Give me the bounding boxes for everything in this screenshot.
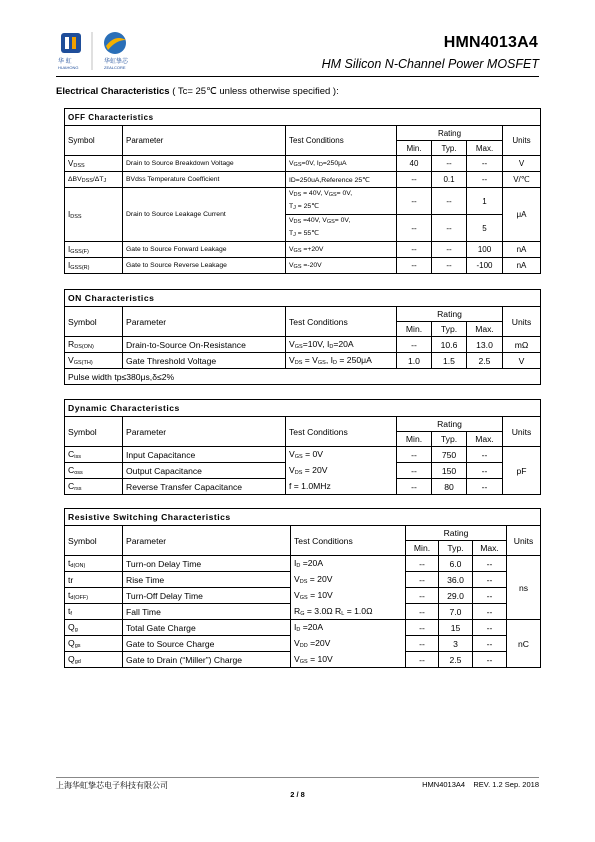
symbol: $V_{DSS}$ bbox=[65, 156, 123, 172]
min: -- bbox=[406, 572, 439, 588]
symbol: $Q_g$ bbox=[65, 620, 123, 636]
col-min: Min. bbox=[397, 322, 432, 337]
min: 40 bbox=[397, 156, 432, 172]
table-row bbox=[65, 258, 541, 274]
parameter: Fall Time bbox=[123, 604, 291, 620]
typ: 10.6 bbox=[432, 337, 467, 353]
max: -100 bbox=[467, 258, 503, 274]
on-title: ON Characteristics bbox=[65, 290, 541, 307]
col-symbol: Symbol bbox=[65, 307, 123, 337]
min: -- bbox=[397, 258, 432, 274]
table-row bbox=[65, 636, 541, 652]
test-condition: $V_{GS} = 10V$ bbox=[291, 652, 406, 668]
table-row bbox=[65, 463, 541, 479]
typ: -- bbox=[432, 188, 467, 215]
typ: -- bbox=[432, 258, 467, 274]
table-row bbox=[65, 652, 541, 668]
test-condition: $V_{DS} =40V$, $V_{GS}= 0V$, $T_J$ = 55℃ bbox=[286, 215, 397, 242]
max: 1 bbox=[467, 188, 503, 215]
off-characteristics-table bbox=[64, 108, 541, 274]
max: -- bbox=[467, 172, 503, 188]
col-rating: Rating bbox=[397, 126, 503, 141]
zealcore-logo-en: ZEALCORE bbox=[104, 65, 126, 70]
min: -- bbox=[406, 556, 439, 572]
parameter: Rise Time bbox=[123, 572, 291, 588]
typ: 15 bbox=[439, 620, 473, 636]
table-row bbox=[65, 588, 541, 604]
col-rating: Rating bbox=[397, 417, 503, 432]
symbol: $t_{d(ON)}$ bbox=[65, 556, 123, 572]
col-typ: Typ. bbox=[439, 541, 473, 556]
test-condition: $I_D =20A$ bbox=[291, 556, 406, 572]
col-max: Max. bbox=[467, 432, 503, 447]
footer-company: 上海华虹挚芯电子科技有限公司 bbox=[56, 781, 168, 790]
dyn-title: Dynamic Characteristics bbox=[65, 400, 541, 417]
test-condition: ID=250uA,Reference 25℃ bbox=[286, 172, 397, 188]
col-min: Min. bbox=[406, 541, 439, 556]
table-row bbox=[65, 479, 541, 495]
parameter: Gate to Source Reverse Leakage bbox=[123, 258, 286, 274]
col-test: Test Conditions bbox=[286, 126, 397, 156]
table-row bbox=[65, 447, 541, 463]
max: -- bbox=[467, 156, 503, 172]
unit: V bbox=[503, 353, 541, 369]
typ: 7.0 bbox=[439, 604, 473, 620]
unit: μA bbox=[503, 188, 541, 242]
section-title-bold: Electrical Characteristics bbox=[56, 86, 170, 97]
table-row bbox=[65, 242, 541, 258]
max: -- bbox=[473, 636, 507, 652]
max: 2.5 bbox=[467, 353, 503, 369]
col-max: Max. bbox=[467, 141, 503, 156]
col-units: Units bbox=[507, 526, 541, 556]
symbol: $Q_{gs}$ bbox=[65, 636, 123, 652]
col-rating: Rating bbox=[406, 526, 507, 541]
max: -- bbox=[467, 447, 503, 463]
sw-title: Resistive Switching Characteristics bbox=[65, 509, 541, 526]
huahong-logo-cn: 华 虹 bbox=[58, 59, 72, 65]
symbol: $I_{GSS(F)}$ bbox=[65, 242, 123, 258]
table-row bbox=[65, 620, 541, 636]
symbol: $\Delta BV_{DSS}/\Delta T_J$ bbox=[65, 172, 123, 188]
col-test: Test Conditions bbox=[291, 526, 406, 556]
typ: 6.0 bbox=[439, 556, 473, 572]
parameter: Reverse Transfer Capacitance bbox=[123, 479, 286, 495]
symbol: $t_f$ bbox=[65, 604, 123, 620]
col-min: Min. bbox=[397, 432, 432, 447]
parameter: Turn-Off Delay Time bbox=[123, 588, 291, 604]
max: -- bbox=[473, 652, 507, 668]
table-row bbox=[65, 572, 541, 588]
dynamic-characteristics-table bbox=[64, 399, 541, 495]
min: 1.0 bbox=[397, 353, 432, 369]
unit: nC bbox=[507, 620, 541, 668]
zealcore-logo-cn: 华虹挚芯 bbox=[104, 59, 129, 65]
parameter: BVdss Temperature Coefficient bbox=[123, 172, 286, 188]
symbol: $I_{GSS(R)}$ bbox=[65, 258, 123, 274]
min: -- bbox=[397, 172, 432, 188]
typ: 29.0 bbox=[439, 588, 473, 604]
parameter: Turn-on Delay Time bbox=[123, 556, 291, 572]
footer-doc-rev: HMN4013A4 REV. 1.2 Sep. 2018 bbox=[422, 780, 539, 789]
min: -- bbox=[397, 337, 432, 353]
test-condition: $V_{DS} = 20V$ bbox=[291, 572, 406, 588]
footer-rule bbox=[56, 777, 539, 778]
symbol: $Q_{gd}$ bbox=[65, 652, 123, 668]
table-row bbox=[65, 353, 541, 369]
min: -- bbox=[397, 463, 432, 479]
on-characteristics-table bbox=[64, 289, 541, 385]
test-condition: $V_{GS} =+20V$ bbox=[286, 242, 397, 258]
min: -- bbox=[406, 588, 439, 604]
parameter: Output Capacitance bbox=[123, 463, 286, 479]
max: 100 bbox=[467, 242, 503, 258]
section-title-note: ( Tc= 25℃ unless otherwise specified ): bbox=[172, 86, 339, 97]
min: -- bbox=[406, 620, 439, 636]
unit: nA bbox=[503, 258, 541, 274]
col-test: Test Conditions bbox=[286, 307, 397, 337]
col-symbol: Symbol bbox=[65, 126, 123, 156]
test-condition: f = 1.0MHz bbox=[286, 479, 397, 495]
symbol: $V_{GS(TH)}$ bbox=[65, 353, 123, 369]
col-typ: Typ. bbox=[432, 141, 467, 156]
typ: -- bbox=[432, 156, 467, 172]
col-parameter: Parameter bbox=[123, 126, 286, 156]
table-row bbox=[65, 156, 541, 172]
test-condition: $V_{GS}=0V$, $I_D=250\mu A$ bbox=[286, 156, 397, 172]
min: -- bbox=[397, 242, 432, 258]
test-condition: $V_{GS} = 0V$ bbox=[286, 447, 397, 463]
typ: 150 bbox=[432, 463, 467, 479]
page-number: 2 / 8 bbox=[290, 790, 305, 799]
parameter: Gate to Source Charge bbox=[123, 636, 291, 652]
test-condition: $V_{DD} =20V$ bbox=[291, 636, 406, 652]
col-typ: Typ. bbox=[432, 432, 467, 447]
test-condition: $V_{DS} = 20V$ bbox=[286, 463, 397, 479]
symbol: $C_{iss}$ bbox=[65, 447, 123, 463]
typ: -- bbox=[432, 242, 467, 258]
parameter: Total Gate Charge bbox=[123, 620, 291, 636]
section-title bbox=[56, 86, 339, 97]
off-title: OFF Characteristics bbox=[65, 109, 541, 126]
parameter: Gate to Source Forward Leakage bbox=[123, 242, 286, 258]
product-subtitle: HM Silicon N-Channel Power MOSFET bbox=[321, 57, 539, 71]
max: 5 bbox=[467, 215, 503, 242]
unit: nA bbox=[503, 242, 541, 258]
test-condition: $V_{DS} = 40V$, $V_{GS}= 0V$, $T_J$ = 25℃ bbox=[286, 188, 397, 215]
typ: 2.5 bbox=[439, 652, 473, 668]
pulse-note: Pulse width tp≤380μs,δ≤2% bbox=[65, 369, 541, 385]
col-symbol: Symbol bbox=[65, 526, 123, 556]
switching-characteristics-table bbox=[64, 508, 541, 668]
col-symbol: Symbol bbox=[65, 417, 123, 447]
col-units: Units bbox=[503, 307, 541, 337]
unit: pF bbox=[503, 447, 541, 495]
symbol: $I_{DSS}$ bbox=[65, 188, 123, 242]
huahong-logo-text bbox=[58, 56, 78, 70]
max: -- bbox=[467, 463, 503, 479]
part-number: HMN4013A4 bbox=[443, 34, 538, 51]
table-row bbox=[65, 556, 541, 572]
typ: 36.0 bbox=[439, 572, 473, 588]
max: -- bbox=[473, 556, 507, 572]
col-parameter: Parameter bbox=[123, 526, 291, 556]
test-condition: $V_{GS} = 10V$ bbox=[291, 588, 406, 604]
unit: V/℃ bbox=[503, 172, 541, 188]
min: -- bbox=[406, 652, 439, 668]
parameter: Drain to Source Breakdown Voltage bbox=[123, 156, 286, 172]
typ: 1.5 bbox=[432, 353, 467, 369]
symbol: $C_{rss}$ bbox=[65, 479, 123, 495]
parameter: Input Capacitance bbox=[123, 447, 286, 463]
col-parameter: Parameter bbox=[123, 417, 286, 447]
test-condition: $V_{GS} =-20V$ bbox=[286, 258, 397, 274]
col-typ: Typ. bbox=[432, 322, 467, 337]
col-units: Units bbox=[503, 417, 541, 447]
min: -- bbox=[397, 215, 432, 242]
unit: ns bbox=[507, 556, 541, 620]
table-row bbox=[65, 172, 541, 188]
col-rating: Rating bbox=[397, 307, 503, 322]
col-max: Max. bbox=[467, 322, 503, 337]
symbol: $R_{DS(ON)}$ bbox=[65, 337, 123, 353]
min: -- bbox=[397, 447, 432, 463]
symbol: $t_{d(OFF)}$ bbox=[65, 588, 123, 604]
test-condition: $V_{GS}=10V$, $I_D=20A$ bbox=[286, 337, 397, 353]
table-row bbox=[65, 188, 541, 215]
max: -- bbox=[473, 588, 507, 604]
max: -- bbox=[473, 604, 507, 620]
max: -- bbox=[467, 479, 503, 495]
table-row bbox=[65, 604, 541, 620]
parameter: Drain-to-Source On-Resistance bbox=[123, 337, 286, 353]
col-units: Units bbox=[503, 126, 541, 156]
min: -- bbox=[397, 479, 432, 495]
symbol: tr bbox=[65, 572, 123, 588]
unit: V bbox=[503, 156, 541, 172]
unit: mΩ bbox=[503, 337, 541, 353]
typ: 750 bbox=[432, 447, 467, 463]
typ: 3 bbox=[439, 636, 473, 652]
min: -- bbox=[406, 604, 439, 620]
typ: 0.1 bbox=[432, 172, 467, 188]
col-min: Min. bbox=[397, 141, 432, 156]
max: -- bbox=[473, 572, 507, 588]
typ: -- bbox=[432, 215, 467, 242]
test-condition: $V_{DS} = V_{GS}$, $I_D = 250\mu A$ bbox=[286, 353, 397, 369]
min: -- bbox=[406, 636, 439, 652]
parameter: Drain to Source Leakage Current bbox=[123, 188, 286, 242]
parameter: Gate Threshold Voltage bbox=[123, 353, 286, 369]
table-row bbox=[65, 337, 541, 353]
max: 13.0 bbox=[467, 337, 503, 353]
min: -- bbox=[397, 188, 432, 215]
test-condition: $I_D =20A$ bbox=[291, 620, 406, 636]
zealcore-logo-text bbox=[104, 56, 128, 70]
col-test: Test Conditions bbox=[286, 417, 397, 447]
huahong-logo-en: HUAHONG bbox=[58, 65, 79, 70]
max: -- bbox=[473, 620, 507, 636]
col-max: Max. bbox=[473, 541, 507, 556]
header-rule bbox=[56, 76, 539, 77]
col-parameter: Parameter bbox=[123, 307, 286, 337]
parameter: Gate to Drain (“Miller”) Charge bbox=[123, 652, 291, 668]
symbol: $C_{oss}$ bbox=[65, 463, 123, 479]
test-condition: $R_G = 3.0\Omega$ $R_L = 1.0\Omega$ bbox=[291, 604, 406, 620]
typ: 80 bbox=[432, 479, 467, 495]
